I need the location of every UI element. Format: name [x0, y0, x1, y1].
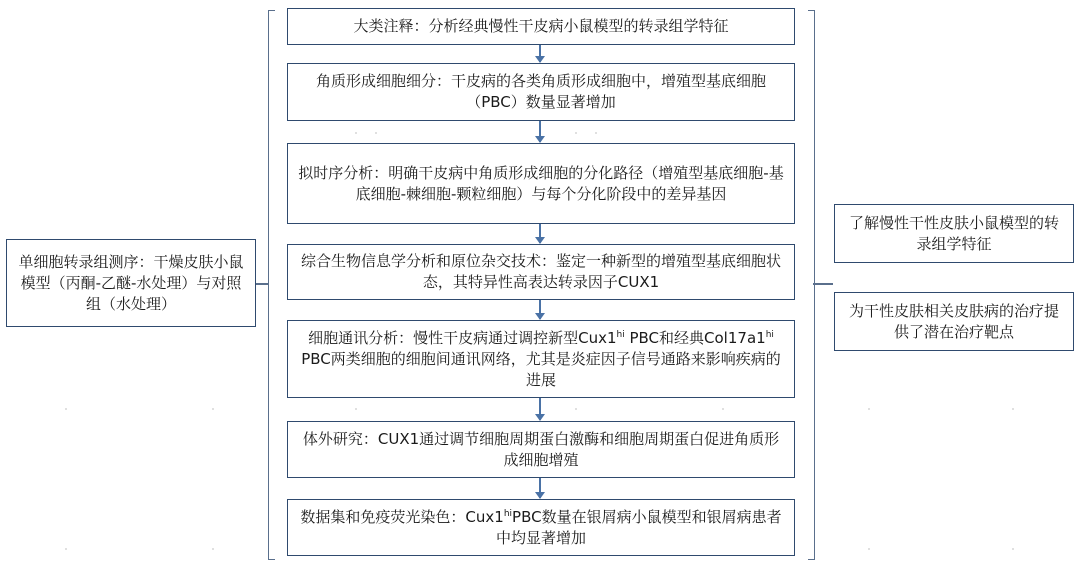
background-dot — [575, 132, 577, 134]
background-dot — [212, 548, 214, 550]
background-dot — [868, 548, 870, 550]
step-cell-communication: 细胞通讯分析：慢性干皮病通过调控新型$Cux1^{hi}$ PBC和经典$Col17a1^{hi}$ PBC两类细胞的细胞间通讯网络，尤其是炎症因子信号通路来影响疾病的进展 — [287, 320, 795, 398]
background-dot — [355, 132, 357, 134]
arrow-1 — [539, 45, 541, 62]
left-bracket — [268, 10, 275, 560]
arrow-6 — [539, 478, 541, 498]
step-bioinformatics-ish: 综合生物信息学分析和原位杂交技术：鉴定一种新型的增殖型基底细胞状态，其特异性高表达转录因子CUX1 — [287, 244, 795, 300]
step-in-vitro-study: 体外研究：CUX1通过调节细胞周期蛋白激酶和细胞周期蛋白促进角质形成细胞增殖 — [287, 421, 795, 478]
arrow-5 — [539, 398, 541, 420]
arrow-3 — [539, 224, 541, 243]
background-dot — [375, 132, 377, 134]
step-keratinocyte-subclustering: 角质形成细胞细分：干皮病的各类角质形成细胞中，增殖型基底细胞（PBC）数量显著增加 — [287, 63, 795, 121]
step-major-annotation: 大类注释：分析经典慢性干皮病小鼠模型的转录组学特征 — [287, 8, 795, 45]
arrow-4 — [539, 300, 541, 319]
right-box-transcriptome-features: 了解慢性干性皮肤小鼠模型的转录组学特征 — [834, 204, 1074, 263]
background-dot — [868, 408, 870, 410]
background-dot — [355, 408, 357, 410]
background-dot — [212, 408, 214, 410]
background-dot — [65, 548, 67, 550]
step-dataset-immunofluorescence: 数据集和免疫荧光染色：$Cux1^{hi}PBC$数量在银屑病小鼠模型和银屑病患者中均显著增加 — [287, 499, 795, 556]
right-box-therapeutic-targets: 为干性皮肤相关皮肤病的治疗提供了潜在治疗靶点 — [834, 292, 1074, 351]
left-connector — [256, 283, 269, 285]
background-dot — [575, 408, 577, 410]
background-dot — [1012, 548, 1014, 550]
background-dot — [722, 408, 724, 410]
background-dot — [595, 132, 597, 134]
step-pseudotime-analysis: 拟时序分析：明确干皮病中角质形成细胞的分化路径（增殖型基底细胞-基底细胞-棘细胞-颗粒细胞）与每个分化阶段中的差异基因 — [287, 143, 795, 224]
background-dot — [1012, 408, 1014, 410]
arrow-2 — [539, 121, 541, 142]
right-bracket — [808, 10, 815, 560]
left-box-scrna-seq: 单细胞转录组测序：干燥皮肤小鼠模型（丙酮-乙醚-水处理）与对照组（水处理） — [6, 239, 256, 327]
right-connector — [813, 283, 833, 285]
background-dot — [65, 408, 67, 410]
